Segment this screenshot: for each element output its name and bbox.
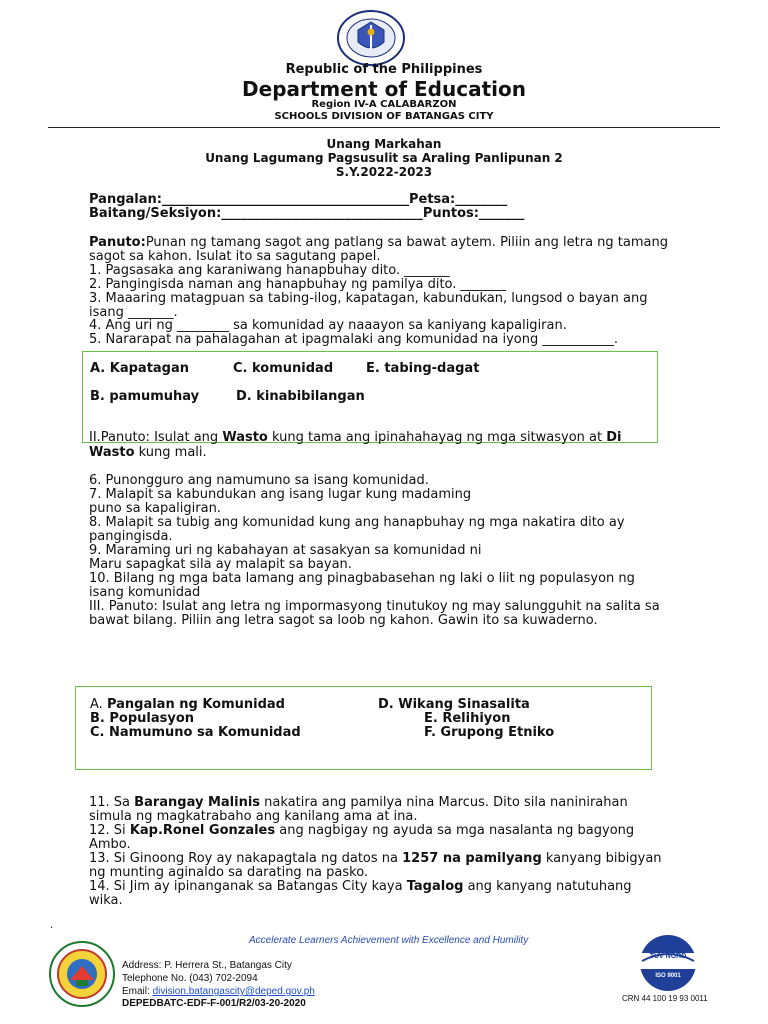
score-field: Puntos:_______ — [422, 206, 525, 221]
question-9: 9. Maraming uri ng kabahayan at sasakyan sa komunidad ni — [89, 543, 482, 558]
part3-instructions-2: bawat bilang. Piliin ang letra sagot sa loob ng kahon. Gawin ito sa kuwaderno. — [89, 613, 598, 628]
header-republic: Republic of the Philippines — [285, 62, 483, 77]
question-9-cont: Maru sapagkat sila ay malapit sa bayan. — [89, 557, 352, 572]
field-grade-row — [89, 207, 524, 221]
question-10: 10. Bilang ng mga bata lamang ang pinagbabasehan ng laki o liit ng populasyon ng — [89, 571, 635, 586]
part3-instructions: III. Panuto: Isulat ang letra ng impormasyong tinutukoy ng may salungguhit na salita sa — [89, 599, 660, 614]
question-4: 4. Ang uri ng ________ sa komunidad ay naaayon sa kaniyang kapaligiran. — [89, 318, 567, 333]
header-division: SCHOOLS DIVISION OF BATANGAS CITY — [274, 111, 494, 122]
choice-e: E. tabing-dagat — [366, 361, 480, 376]
question-14-cont: wika. — [89, 893, 123, 908]
email-link[interactable]: division.batangascity@deped.gov.ph — [152, 986, 315, 997]
name-field: Pangalan:______________________________________ — [89, 192, 409, 207]
footer-email-line: Email: division.batangascity@deped.gov.ph — [122, 986, 315, 997]
date-field: Petsa:________ — [408, 192, 508, 207]
choice-f-2: F. Grupong Etniko — [424, 725, 555, 740]
footer-telephone: Telephone No. (043) 702-2094 — [122, 973, 258, 984]
question-3-cont: isang _______. — [89, 305, 178, 320]
question-5: 5. Nararapat na pahalagahan at ipagmalaki ang komunidad na iyong ___________. — [89, 332, 619, 347]
question-13: 13. Si Ginoong Roy ay nakapagtala ng datos na 1257 na pamilyang kanyang bibigyan — [89, 851, 662, 866]
header-divider — [48, 127, 720, 128]
part1-label: Panuto: — [89, 235, 146, 250]
footer-crn: CRN 44 100 19 93 0011 — [622, 994, 708, 1003]
choice-a: A. Kapatagan — [90, 361, 190, 376]
part1-instructions-2: sagot sa kahon. Isulat ito sa sagutang papel. — [89, 249, 381, 264]
question-14: 14. Si Jim ay ipinanganak sa Batangas City kaya Tagalog ang kanyang natutuhang — [89, 879, 632, 894]
part2-instructions: II.Panuto: Isulat ang Wasto kung tama ang ipinahahayag ng mga sitwasyon at Di — [89, 430, 622, 445]
header-department: Department of Education — [242, 77, 526, 101]
question-3: 3. Maaaring matagpuan sa tabing-ilog, kapatagan, kabundukan, lungsod o bayan ang — [89, 291, 648, 306]
title-sy: S.Y.2022-2023 — [335, 165, 433, 179]
question-12-cont: Ambo. — [89, 837, 131, 852]
grade-section-field: Baitang/Seksiyon:_______________________________ — [89, 206, 423, 221]
question-1: 1. Pagsasaka ang karaniwang hanapbuhay dito. _______ — [89, 263, 450, 278]
question-8: 8. Malapit sa tubig ang komunidad kung ang hanapbuhay ng mga nakatira dito ay — [89, 515, 625, 530]
choice-d: D. kinabibilangan — [236, 389, 365, 404]
question-8-cont: pangingisda. — [89, 529, 173, 544]
question-7: 7. Malapit sa kabundukan ang isang lugar kung madaming — [89, 487, 472, 502]
question-11: 11. Sa Barangay Malinis nakatira ang pamilya nina Marcus. Dito sila naninirahan — [89, 795, 628, 810]
choice-b: B. pamumuhay — [90, 389, 200, 404]
choice-a-2: A. Pangalan ng Komunidad — [90, 697, 285, 712]
choice-d-2: D. Wikang Sinasalita — [378, 697, 530, 712]
question-6: 6. Punongguro ang namumuno sa isang komunidad. — [89, 473, 429, 488]
header-region: Region IV-A CALABARZON — [311, 99, 457, 110]
question-2: 2. Pangingisda naman ang hanapbuhay ng pamilya dito. _______ — [89, 277, 507, 292]
question-13-cont: ng munting aginaldo sa darating na pasko. — [89, 865, 369, 880]
field-name-row — [89, 193, 507, 207]
title-exam: Unang Lagumang Pagsusulit sa Araling Panlipunan 2 — [205, 151, 563, 165]
part1-instructions: Panuto:Punan ng tamang sagot ang patlang sa bawat aytem. Piliin ang letra ng tamang — [89, 235, 668, 250]
choice-c-2: C. Namumuno sa Komunidad — [90, 725, 301, 740]
tuv-iso-logo — [628, 933, 708, 993]
choice-c: C. komunidad — [233, 361, 334, 376]
footer-address: Address: P. Herrera St., Batangas City — [122, 960, 292, 971]
deped-seal — [336, 10, 406, 66]
question-7-cont: puno sa kapaligiran. — [89, 501, 221, 516]
question-11-cont: simula ng magkatrabaho ang kanilang ama at ina. — [89, 809, 418, 824]
footer-code: DEPEDBATC-EDF-F-001/R2/03-20-2020 — [122, 998, 306, 1009]
footer-motto: Accelerate Learners Achievement with Excellence and Humility — [249, 935, 529, 946]
question-10-cont: isang komunidad — [89, 585, 201, 600]
division-logo — [48, 940, 116, 1008]
iso-label: ISO 9001 — [655, 973, 681, 979]
question-12: 12. Si Kap.Ronel Gonzales ang nagbigay ng ayuda sa mga nasalanta ng bagyong — [89, 823, 635, 838]
choice-b-2: B. Populasyon — [90, 711, 195, 726]
tuv-label: TUV NORD — [649, 953, 687, 960]
part2-instructions-2: Wasto kung mali. — [89, 445, 207, 460]
footer-dot: . — [50, 920, 54, 931]
choice-e-2: E. Relihiyon — [424, 711, 511, 726]
title-quarter: Unang Markahan — [326, 137, 442, 151]
